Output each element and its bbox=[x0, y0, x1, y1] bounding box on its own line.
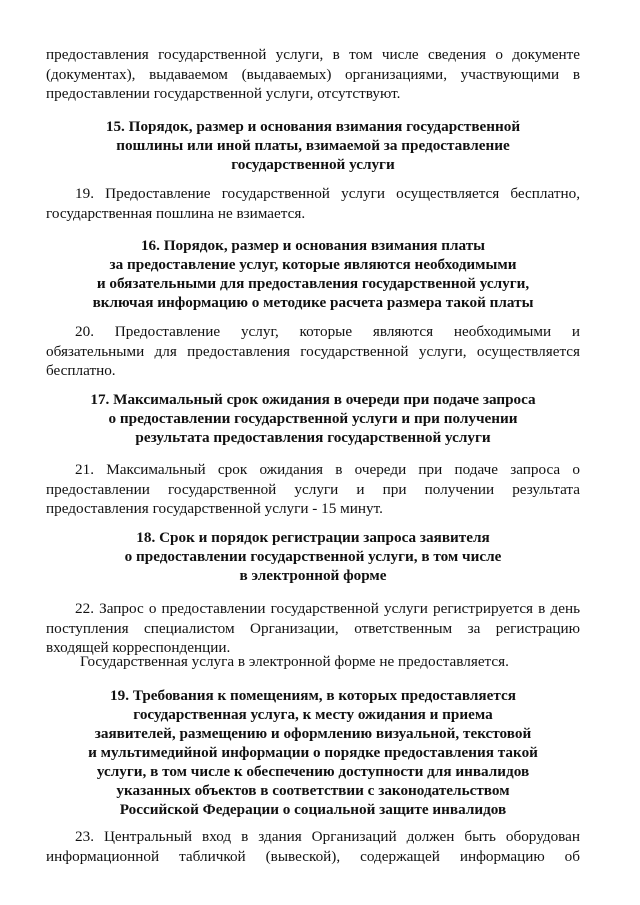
paragraph-23: 23. Центральный вход в здания Организаций должен быть оборудован информационной табличкой (вывеской), содержащей информацию об bbox=[46, 828, 580, 865]
heading-line: и мультимедийной информации о порядке предоставления такой bbox=[88, 744, 538, 761]
heading-line: услуги, в том числе к обеспечению доступности для инвалидов bbox=[96, 763, 530, 780]
heading-line: включая информацию о методике расчета размера такой платы bbox=[92, 294, 534, 311]
heading-line: государственная услуга, к месту ожидания и приема bbox=[133, 706, 493, 723]
heading-line: за предоставление услуг, которые являются необходимыми bbox=[109, 256, 517, 273]
heading-line: заявителей, размещению и оформлению визуальной, текстовой bbox=[94, 725, 532, 742]
heading-line: и обязательными для предоставления государственной услуги, bbox=[96, 275, 530, 292]
heading-line: 19. Требования к помещениям, в которых предоставляется bbox=[110, 687, 516, 704]
paragraph-22-note: Государственная услуга в электронной форме не предоставляется. bbox=[80, 653, 509, 670]
heading-line: 15. Порядок, размер и основания взимания государственной bbox=[105, 118, 521, 135]
heading-line: указанных объектов в соответствии с законодательством bbox=[116, 782, 510, 799]
section-heading-16 bbox=[46, 236, 580, 312]
paragraph-continued: предоставления государственной услуги, в том числе сведения о документе (документах), выдаваемом (выдаваемых) организациями, участвующими в предоставлении государственной услуги, отсутствуют. bbox=[46, 46, 580, 102]
heading-line: пошлины или иной платы, взимаемой за предоставление bbox=[116, 137, 510, 154]
paragraph-22: 22. Запрос о предоставлении государственной услуги регистрируется в день поступления специалистом Организации, ответственным за регистрацию входящей корреспонденции. bbox=[46, 600, 580, 656]
section-heading-17 bbox=[46, 390, 580, 447]
heading-line: результата предоставления государственной услуги bbox=[135, 429, 491, 446]
heading-line: о предоставлении государственной услуги и при получении bbox=[108, 410, 518, 427]
section-heading-19 bbox=[46, 686, 580, 819]
heading-line: 17. Максимальный срок ожидания в очереди при подаче запроса bbox=[90, 391, 536, 408]
heading-line: 16. Порядок, размер и основания взимания платы bbox=[140, 237, 486, 254]
paragraph-20: 20. Предоставление услуг, которые являются необходимыми и обязательными для предоставления государственной услуги, осуществляется бесплатно. bbox=[46, 323, 580, 379]
heading-line: в электронной форме bbox=[239, 567, 387, 584]
heading-line: о предоставлении государственной услуги, в том числе bbox=[124, 548, 502, 565]
heading-line: Российской Федерации о социальной защите инвалидов bbox=[119, 801, 507, 818]
section-heading-18 bbox=[46, 528, 580, 585]
paragraph-21: 21. Максимальный срок ожидания в очереди при подаче запроса о предоставлении государственной услуги и при получении результата предоставления государственной услуги - 15 минут. bbox=[46, 461, 580, 517]
section-heading-15 bbox=[46, 117, 580, 174]
heading-line: государственной услуги bbox=[231, 156, 395, 173]
paragraph-19: 19. Предоставление государственной услуги осуществляется бесплатно, государственная пошлина не взимается. bbox=[46, 185, 580, 222]
heading-line: 18. Срок и порядок регистрации запроса заявителя bbox=[136, 529, 490, 546]
